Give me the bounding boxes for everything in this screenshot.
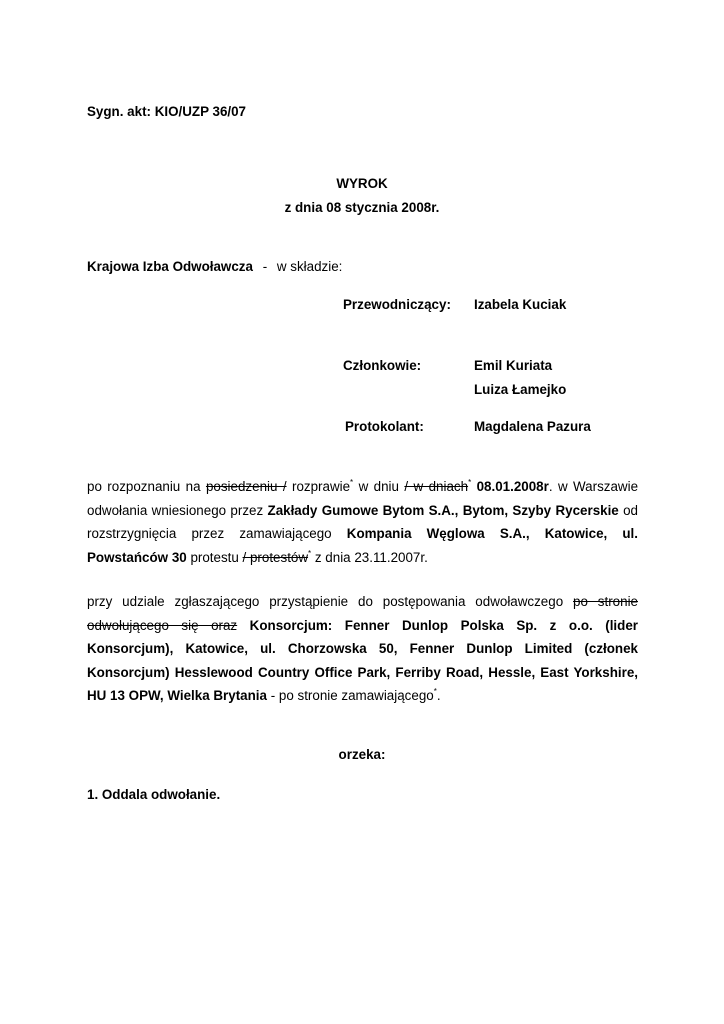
text-run: w dniu [353, 479, 405, 494]
participants-paragraph [87, 590, 638, 708]
footnote-marker: * [308, 548, 312, 558]
text-run: przy udziale zgłaszającego przystąpienie do postępowania odwoławczego [87, 594, 574, 609]
contracting-authority: Kompania Węglowa S.A., Katowice, ul. Powstańców 30 [87, 526, 638, 565]
appellant-name: Zakłady Gumowe Bytom S.A., Bytom, Szyby Rycerskie [267, 502, 619, 518]
chair-name: Izabela Kuciak [474, 297, 567, 312]
text-run: protestu [186, 549, 243, 565]
composition-dash: - [262, 259, 268, 274]
footnote-marker: * [468, 478, 472, 487]
composition-suffix: w składzie: [276, 259, 343, 274]
hearing-paragraph [87, 475, 638, 569]
document-date: z dnia 08 stycznia 2008r. [284, 200, 440, 215]
ruling-heading: orzeka: [338, 747, 386, 762]
text-run: . w Warszawie odwołania wniesionego przez [87, 479, 639, 518]
member-name-2: Luiza Łamejko [474, 382, 567, 397]
member-name-1: Emil Kuriata [474, 358, 553, 373]
struck-text: / w dniach [404, 479, 469, 494]
footnote-marker: * [350, 478, 354, 487]
intervener-name: Konsorcjum: Fenner Dunlop Polska Sp. z o.o. (lider Konsorcjum), Katowice, ul. Chorzowska 50, Fenner Dunlop Limited (członek Konsorcjum) Hesslewood Country Office Park, Ferriby Road, Hessle, East Yorkshire, HU 13 OPW, Wielka Brytania [87, 617, 638, 703]
case-signature: Sygn. akt: KIO/UZP 36/07 [87, 104, 247, 119]
text-run: . [436, 688, 441, 703]
footnote-marker: * [433, 687, 437, 696]
struck-text: posiedzeniu / [205, 479, 287, 494]
struck-text: / protestów [242, 549, 309, 565]
composition-line [87, 259, 342, 274]
text-run: z dnia 23.11.2007r. [311, 549, 428, 565]
hearing-date: 08.01.2008r [471, 479, 549, 494]
clerk-name: Magdalena Pazura [474, 419, 591, 434]
struck-text: po stronie odwołującego się oraz [87, 594, 638, 633]
chair-label: Przewodniczący: [343, 297, 451, 312]
ruling-item-1: 1. Oddala odwołanie. [87, 787, 221, 802]
members-label: Członkowie: [343, 358, 422, 373]
document-title: WYROK [336, 176, 388, 191]
clerk-label: Protokolant: [345, 419, 424, 434]
tribunal-name: Krajowa Izba Odwoławcza [87, 259, 253, 274]
text-run: rozprawie [286, 479, 351, 494]
text-run: - po stronie zamawiającego [266, 688, 434, 703]
text-run: od rozstrzygnięcia przez zamawiającego [87, 502, 638, 541]
text-run: po rozpoznaniu na [87, 479, 206, 494]
